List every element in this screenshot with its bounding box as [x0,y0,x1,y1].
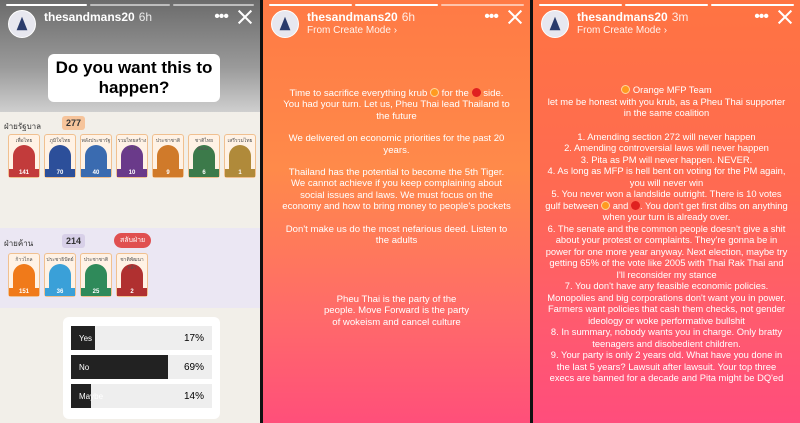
paragraph: Thailand has the potential to become the 5th Tiger. We cannot achieve if you keep complaining about social issues and laws. We must focus on the economy and how to bring money to people's pockets [282,167,511,213]
party-card: ประชาธิปัตย์ 36 [44,253,76,297]
party-card: ภูมิใจไทย 70 [44,134,76,178]
more-options-icon[interactable]: ••• [484,8,498,25]
story-panel-2[interactable] [263,0,530,423]
paragraph: We delivered on economic priorities for the past 20 years. [288,133,505,156]
opposition-label: ฝ่ายค้าน [4,239,34,248]
post-time: 6h [138,10,153,24]
poll-option-no[interactable]: No 69% [71,355,212,379]
red-circle-icon [472,88,481,97]
username[interactable]: thesandmans20 [307,10,398,24]
avatar[interactable] [8,10,36,38]
post-time: 6h [401,10,416,24]
story-text-closing: Pheu Thai is the party of the people. Move Forward is the party of wokeism and cancel culture [323,294,470,328]
poll-option-maybe[interactable]: Maybe 14% [71,384,212,408]
opposition-seat-count: 214 [62,234,85,248]
party-card: ก้าวไกล 151 [8,253,40,297]
close-icon[interactable] [508,10,522,24]
opposition-party-cards [8,253,148,297]
poll-option-yes[interactable]: Yes 17% [71,326,212,350]
story-text-block [545,84,788,384]
story-header [8,10,252,40]
close-icon[interactable] [238,10,252,24]
close-icon[interactable] [778,10,792,24]
progress-bars [539,4,794,6]
list-item: 7. You don't have any feasible economic policies. Monopolies and big corporations don't want you in power. Farmers want policies that cash them checks, not gender ideology or woke performative bullshit [547,280,786,326]
heading: Orange MFP Team [545,84,788,96]
paragraph: Time to sacrifice everything krub for the side. You had your turn. Let us, Pheu Thai lead Thailand to the future [283,88,510,122]
list-item: 6. The senate and the common people doesn't give a shit about your protest or complaints. They're gonna be in power for one more year anyway. Next election, maybe try getting 65% of the vote like 2005 with Thai Rak Thai and I'll reconsider my stance [545,222,788,280]
party-card: ชาติไทยพัฒนา 6 [188,134,220,178]
list-item: 4. As long as MFP is hell bent on voting for the PM again, you will never win [547,165,786,188]
list-item: 1. Amending section 272 will never happen [577,130,756,142]
username[interactable]: thesandmans20 [577,10,668,24]
list-item: 5. You never won a landslide outright. There is 10 votes gulf between and . You don't get first dibs on anything when your turn is already over. [545,188,788,222]
story-header [271,10,522,40]
more-options-icon[interactable]: ••• [754,8,768,25]
progress-bars [6,4,254,6]
party-card: เพื่อไทย 141 [8,134,40,178]
poll-sticker [63,317,220,419]
question-text: Do you want this to happen? [48,54,220,102]
avatar[interactable] [271,10,299,38]
create-mode-link[interactable]: From Create Mode › [307,25,398,36]
list-item: 3. Pita as PM will never happen. NEVER. [580,153,753,165]
create-mode-link[interactable]: From Create Mode › [577,25,668,36]
party-card: ชาติพัฒนากล้า 2 [116,253,148,297]
party-card: เสรีรวมไทย 1 [224,134,256,178]
government-party-cards [8,134,256,178]
story-text-block [281,88,512,257]
switch-side-button[interactable]: สลับฝ่าย [114,233,151,248]
story-header [541,10,792,40]
party-card: ประชาชาติ 25 [80,253,112,297]
party-card: ประชาชาติ 9 [152,134,184,178]
post-time: 3m [671,10,689,24]
story-panel-3[interactable] [533,0,800,423]
orange-circle-icon [621,85,630,94]
progress-bars [269,4,524,6]
party-card: พลังประชารัฐ 40 [80,134,112,178]
government-seat-count: 277 [62,116,85,130]
list-item: 9. Your party is only 2 years old. What have you done in the last 5 years? Lawsuit after lawsuit. Your top three execs are banned for a decade and Pita might be DQ'ed [549,349,784,383]
list-item: 8. In summary, nobody wants you in charge. Only bratty teenagers and disobedient children. [550,326,783,349]
more-options-icon[interactable]: ••• [214,8,228,25]
red-circle-icon [631,201,640,210]
paragraph: Don't make us do the most nefarious deed. Listen to the adults [285,223,508,247]
story-panel-1[interactable] [0,0,260,423]
party-card: รวมไทยสร้างชาติ 10 [116,134,148,178]
government-label: ฝ่ายรัฐบาล [4,122,42,131]
username[interactable]: thesandmans20 [44,10,135,24]
list-item: 2. Amending controversial laws will never happen [564,142,769,153]
intro: let me be honest with you krub, as a Pheu Thai supporter in the same coalition [547,95,786,118]
orange-circle-icon [430,88,439,97]
avatar[interactable] [541,10,569,38]
orange-circle-icon [601,201,610,210]
